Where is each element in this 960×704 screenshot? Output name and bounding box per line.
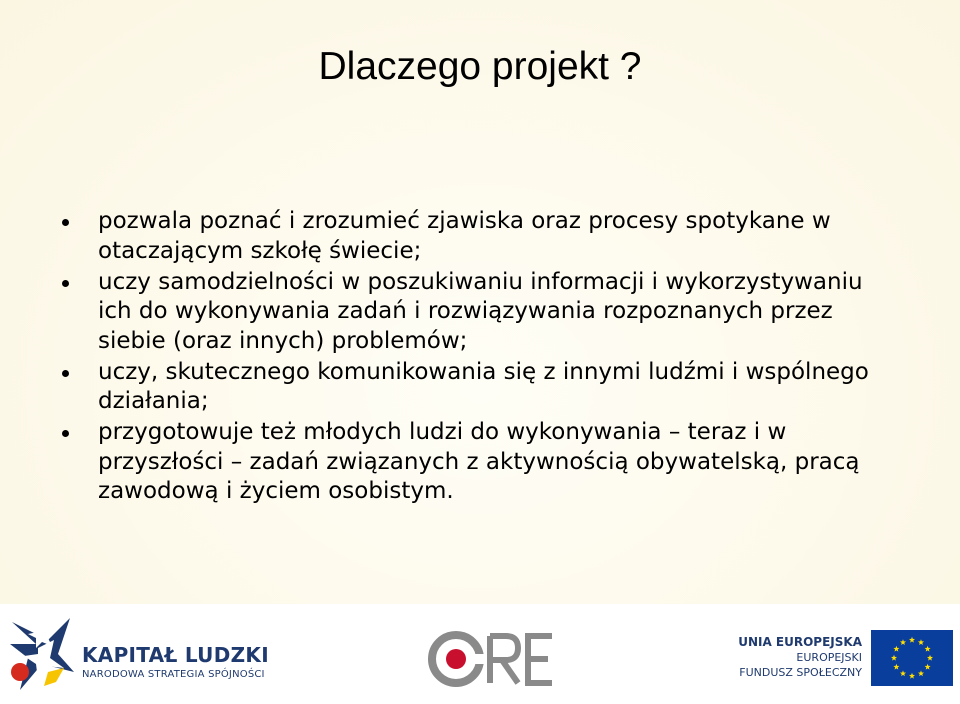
- kapital-ludzki-star-icon: [8, 614, 78, 694]
- list-item: [56, 358, 886, 417]
- slide-title: Dlaczego projekt ?: [318, 45, 642, 88]
- bullet-icon: [62, 370, 69, 377]
- kapital-ludzki-logo: [82, 644, 269, 682]
- bullet-icon: [62, 430, 69, 437]
- eu-logo-text: [700, 634, 862, 680]
- list-item: [56, 418, 886, 507]
- bullet-icon: [62, 219, 69, 226]
- bullet-text: uczy, skutecznego komunikowania się z innymi ludźmi i wspólnego działania;: [98, 358, 869, 414]
- eu-line-1: UNIA EUROPEJSKA: [738, 635, 862, 649]
- list-item: [56, 268, 886, 357]
- bullet-text: uczy samodzielności w poszukiwaniu informacji i wykorzystywaniu ich do wykonywania zadań i rozwiązywania rozpoznanych przez siebie (oraz innych) problemów;: [98, 268, 863, 354]
- kapital-ludzki-subtitle: NARODOWA STRATEGIA SPÓJNOŚCI: [82, 669, 265, 680]
- kapital-ludzki-title: KAPITAŁ LUDZKI: [82, 643, 269, 667]
- eu-line-2: EUROPEJSKI: [796, 651, 862, 664]
- ore-logo: [428, 626, 558, 692]
- bullet-list: [56, 207, 886, 508]
- bullet-text: przygotowuje też młodych ludzi do wykonywania – teraz i w przyszłości – zadań związanych z aktywnością obywatelską, pracą zawodową i życiem osobistym.: [98, 419, 860, 504]
- eu-line-3: FUNDUSZ SPOŁECZNY: [739, 666, 862, 679]
- bullet-text: pozwala poznać i zrozumieć zjawiska oraz procesy spotykane w otaczającym szkołę świecie;: [98, 208, 831, 264]
- list-item: [56, 207, 886, 266]
- bullet-icon: [62, 280, 69, 287]
- eu-flag-icon: [871, 630, 953, 686]
